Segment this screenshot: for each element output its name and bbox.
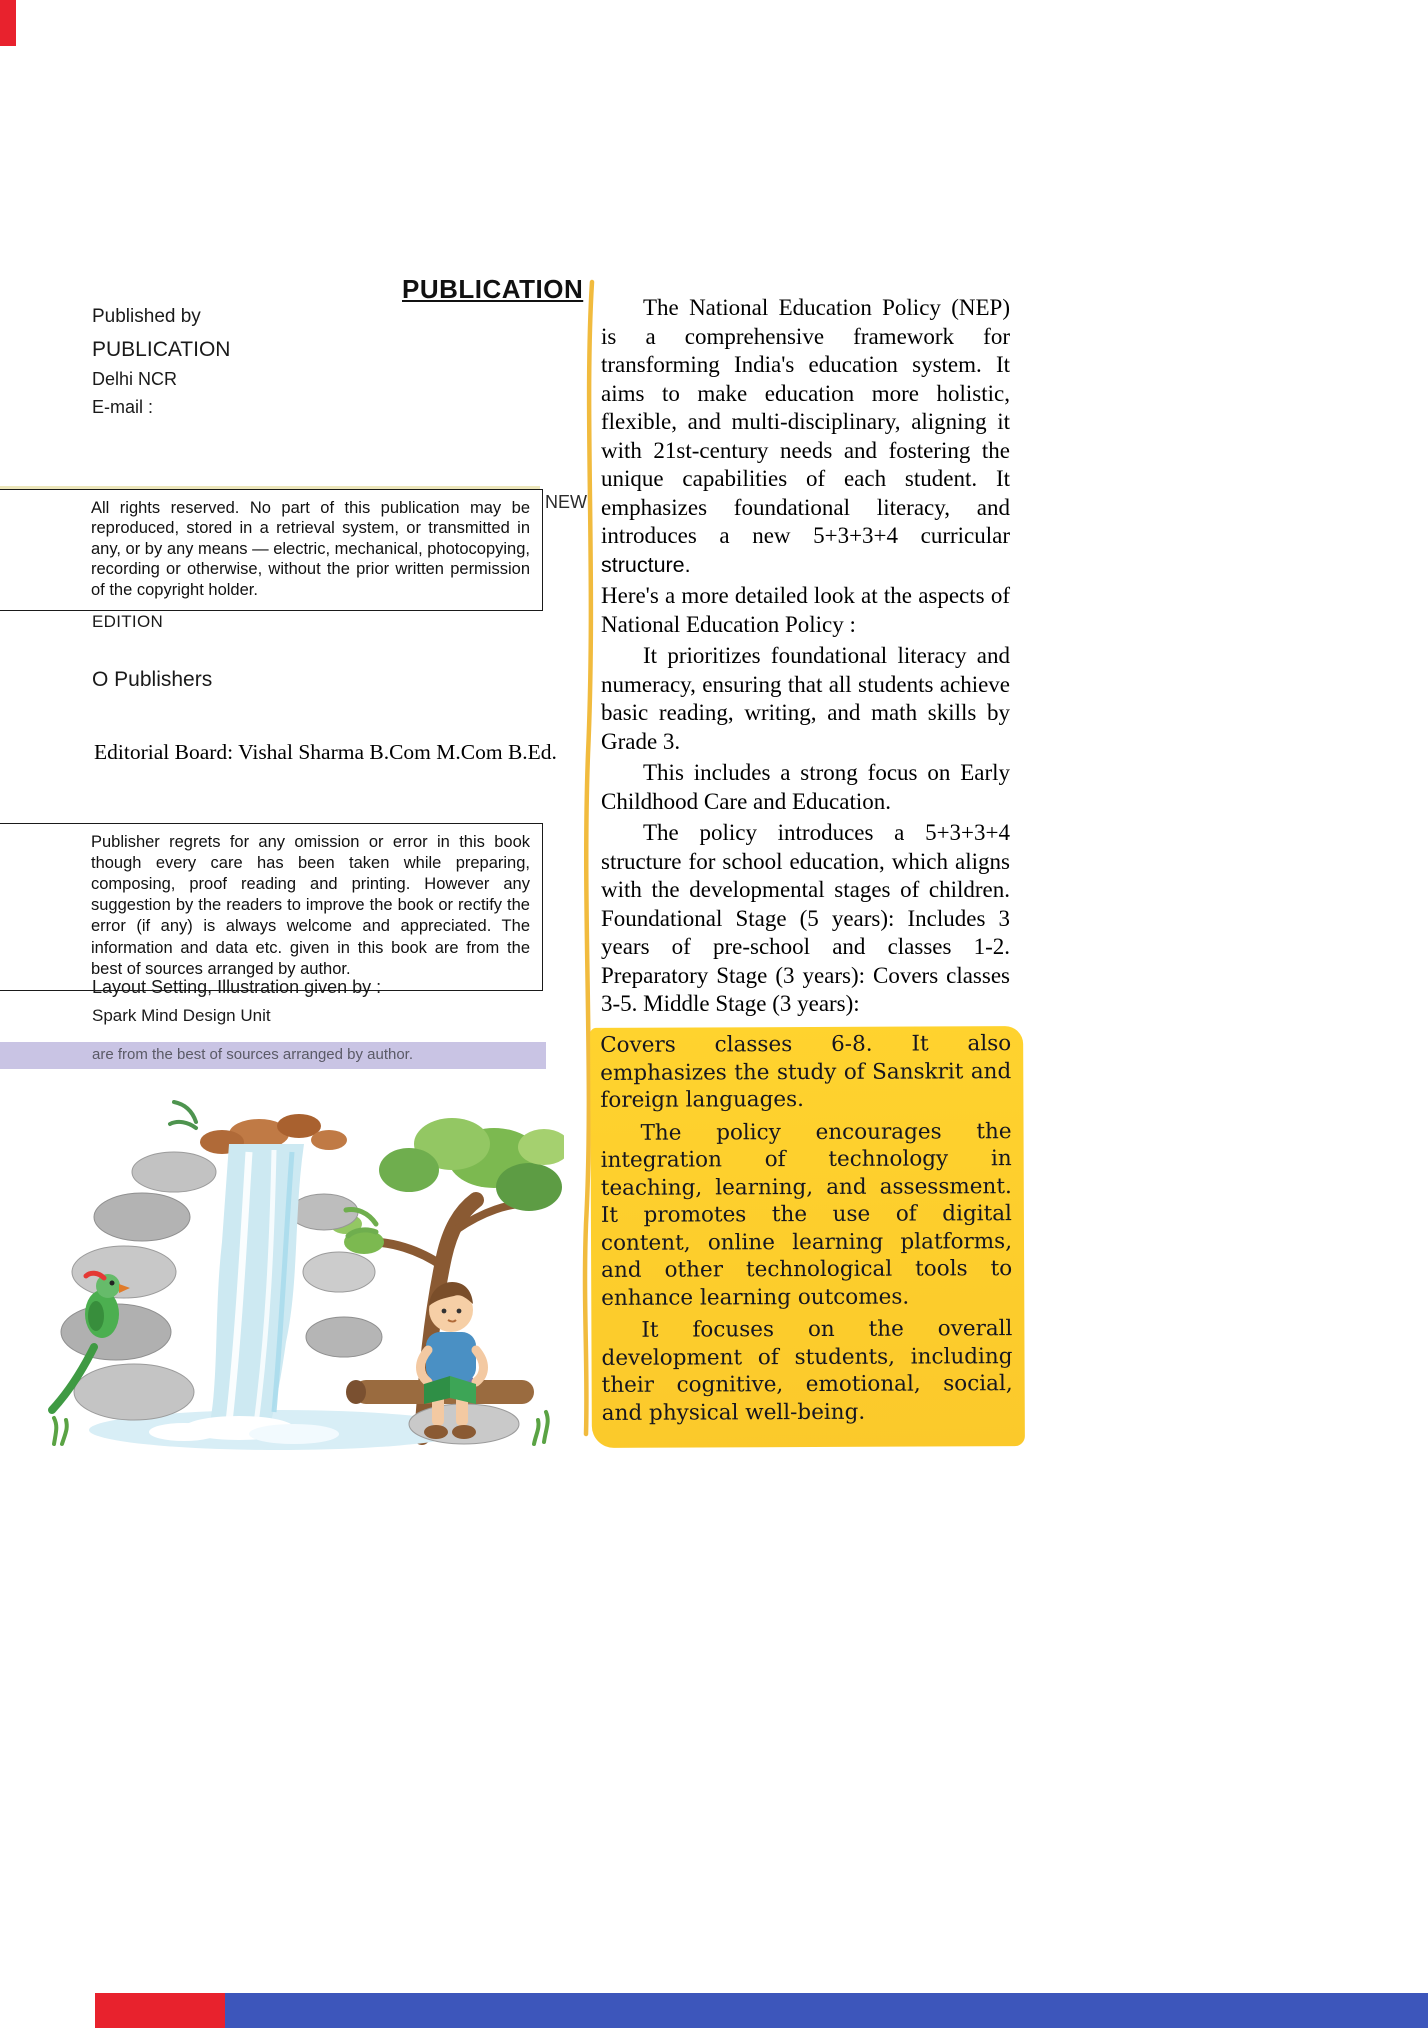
paragraph: The policy introduces a 5+3+3+4 structure for school education, which aligns with the developmental stages of children. Foundational Stage (5 years): Includes 3 years of pre-school and classes 1-2. Preparatory Stage (3 years): Covers classes 3-5. Middle Stage (3 years): <box>601 820 1010 1017</box>
editorial-board: Editorial Board: Vishal Sharma B.Com M.Com B.Ed. <box>94 740 557 764</box>
paragraph: It prioritizes foundational literacy and numeracy, ensuring that all students achieve basic reading, writing, and math skills by Grade 3. <box>601 643 1010 754</box>
lavender-strip <box>0 1042 546 1069</box>
published-by-label: Published by <box>92 306 201 327</box>
rights-notice-text: All rights reserved. No part of this publication may be reproduced, stored in a retrieval system, or transmitted in any, or by any means — electric, mechanical, photocopying, recording or otherwise, without the prior written permission of the copyright holder. <box>91 499 530 599</box>
layout-credit-label: Layout Setting, Illustration given by : <box>92 977 382 997</box>
yellow-highlight-block <box>590 1026 1025 1448</box>
publisher-name: PUBLICATION <box>92 338 231 361</box>
highlighted-paragraph: It focuses on the overall development of students, including their cognitive, emotional, social, and physical well-being. <box>601 1316 1013 1426</box>
rights-notice-box <box>0 489 543 611</box>
email-label: E-mail : <box>92 397 154 417</box>
article-column <box>600 294 1013 1447</box>
paragraph <box>601 294 1010 579</box>
illustration <box>24 1092 564 1452</box>
highlighted-paragraph: Covers classes 6-8. It also emphasizes the study of Sanskrit and foreign languages. <box>600 1031 1012 1113</box>
paragraph: This includes a strong focus on Early Childhood Care and Education. <box>601 760 1010 814</box>
paragraph: Here's a more detailed look at the aspects of National Education Policy : <box>601 583 1010 637</box>
publisher-location: Delhi NCR <box>92 369 178 389</box>
footer-red-bar <box>95 1993 225 2028</box>
page-title: PUBLICATION <box>402 274 584 304</box>
paragraph-text: The National Education Policy (NEP) is a comprehensive framework for transforming India's education system. It aims to make education more holistic, flexible, and multi-disciplinary, aligning it with 21st-century needs and fostering the unique capabilities of each student. It emphasizes foundational literacy, and introduces a new 5+3+3+4 curricular <box>601 295 1010 549</box>
layout-credit-name: Spark Mind Design Unit <box>92 1006 271 1025</box>
paragraph-tail: structure. <box>601 552 691 577</box>
highlighted-paragraph: The policy encourages the integration of technology in teaching, learning, and assessment. It promotes the use of digital content, online learning platforms, and other technological tools to enhance learning outcomes. <box>600 1118 1013 1311</box>
new-label: NEW <box>545 492 587 512</box>
regret-notice-text: Publisher regrets for any omission or error in this book though every care has been taken while preparing, composing, proof reading and printing. However any suggestion by the readers to improve the book or rectify the error (if any) is always welcome and appreciated. The information and data etc. given in this book are from the best of sources arranged by author. <box>91 833 530 978</box>
publishers-line: O Publishers <box>92 668 213 691</box>
strip-text: are from the best of sources arranged by author. <box>92 1046 414 1063</box>
edition-label: EDITION <box>92 612 164 631</box>
regret-notice-box <box>0 823 543 991</box>
footer-blue-bar <box>225 1993 1428 2028</box>
red-tab-marker <box>0 0 16 46</box>
